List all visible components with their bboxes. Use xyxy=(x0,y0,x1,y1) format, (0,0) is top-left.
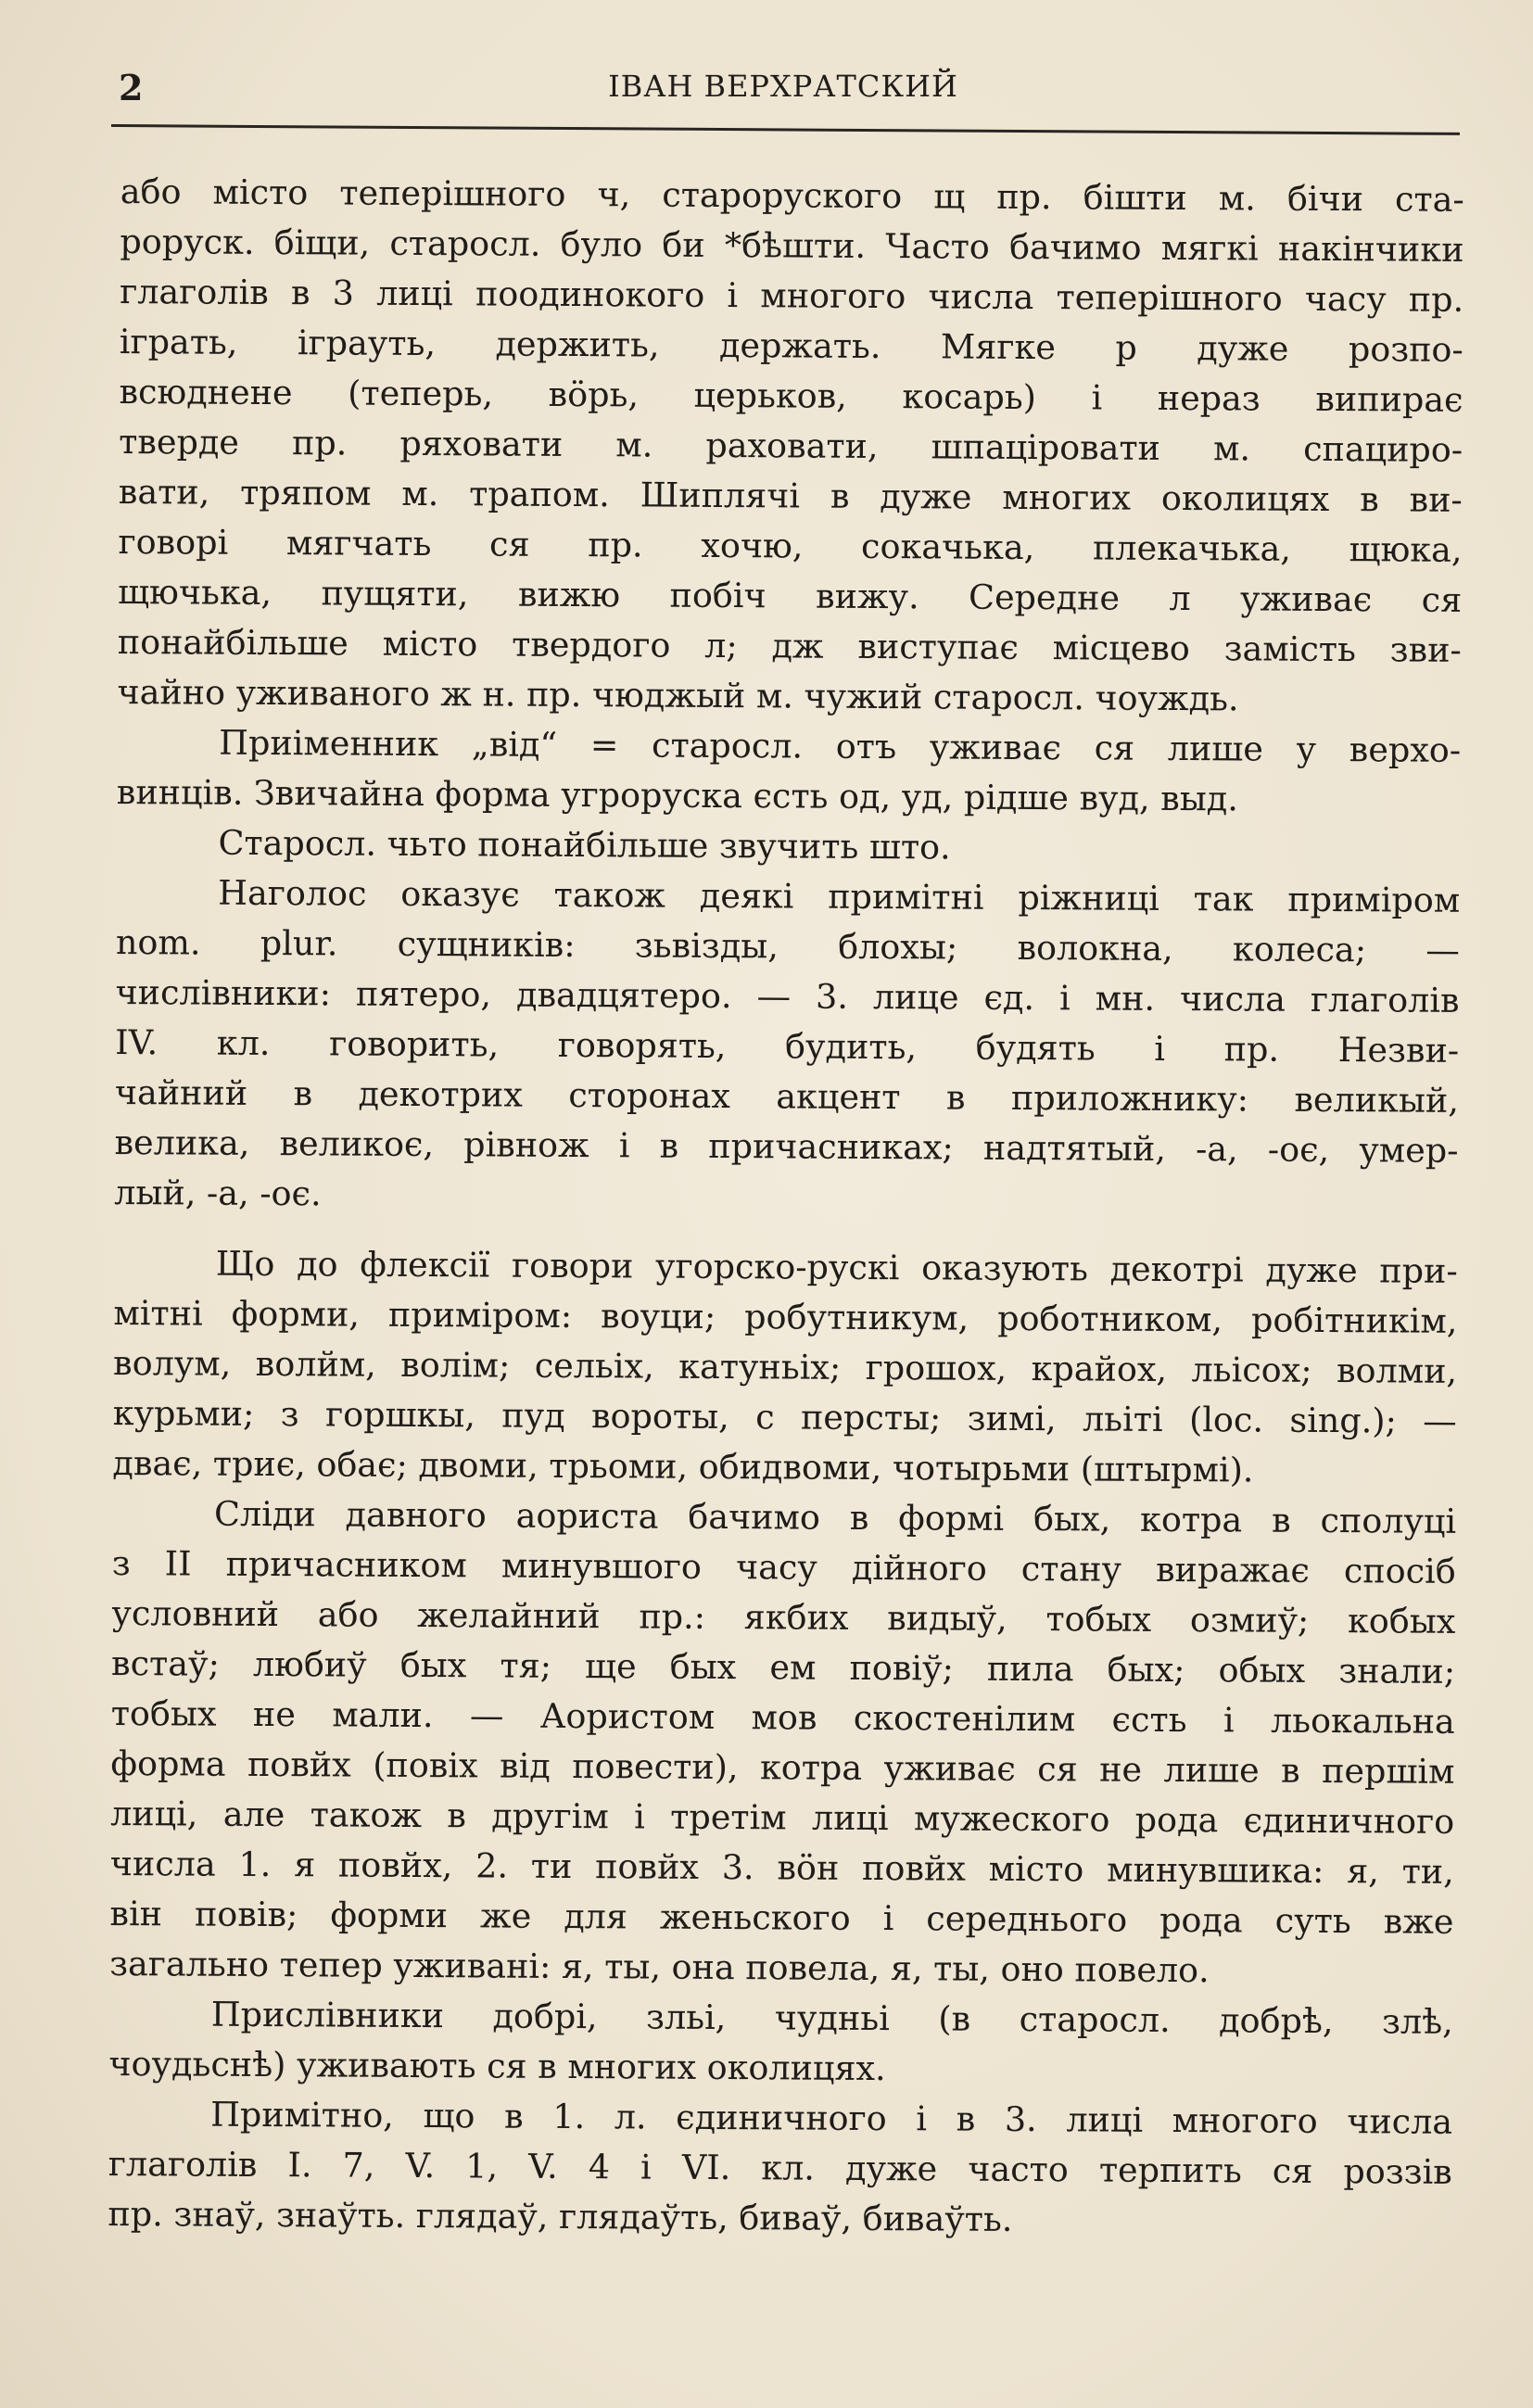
text-line: він повів; форми же для женьского і середнього рода суть вже xyxy=(109,1893,1454,1942)
page-number: 2 xyxy=(119,67,144,108)
paragraph xyxy=(108,2089,1452,2248)
text-line: загально тепер уживані: я, ты, она повела, я, ты, оно повело. xyxy=(109,1943,1210,1991)
text-line: з II причасником минувшого часу дійного стану виражає спосіб xyxy=(111,1542,1456,1591)
text-line: Сліди давного аориста бачимо в формі быx, котра в сполуці xyxy=(213,1493,1457,1541)
page-header xyxy=(111,67,1455,122)
text-line: Старосл. чьто понайбільше звучить што. xyxy=(218,822,951,868)
text-line: Примітно, що в 1. л. єдиничного і в 3. лиці многого числа xyxy=(210,2094,1453,2142)
text-line: мітні форми, приміром: воуци; робутникум, роботником, робітникім, xyxy=(113,1292,1458,1341)
text-line: глаголів в 3 лиці поодинокого і многого числа теперішного часу пр. xyxy=(120,271,1464,320)
text-line: чайно уживаного ж н. пр. чюджый м. чужий старосл. чоуждь. xyxy=(117,671,1239,719)
text-line: форма повйх (повіх від повести), котра уживає ся не лише в першім xyxy=(110,1743,1455,1792)
text-line: Прислівники добрі, зльі, чудньі (в старосл. добрѣ, злѣ, xyxy=(210,1994,1453,2042)
text-line: говорі мягчать ся пр. хочю, сокачька, плекачька, щюка, xyxy=(118,521,1463,570)
text-line: вати, тряпом м. трапом. Шиплячі в дуже многих околицях в ви- xyxy=(118,471,1463,520)
text-line: IV. кл. говорить, говорять, будить, будять і пр. Незви- xyxy=(115,1021,1460,1071)
paragraph xyxy=(109,1489,1456,1997)
running-head: ІВАН ВЕРХРАТСКИЙ xyxy=(608,69,958,104)
text-line: Приіменник „від“ = старосл. отъ уживає ся лише у верхо- xyxy=(219,722,1462,770)
text-line: чайний в декотрих сторонах акцент в приложнику: великый, xyxy=(114,1071,1460,1121)
text-line: щючька, пущяти, вижю побіч вижу. Середне л уживає ся xyxy=(118,571,1463,620)
text-line: іграть, іграуть, держить, держать. Мягке р дуже розпо- xyxy=(119,321,1463,370)
text-line: Наголос оказує також деякі примітні ріжниці так приміром xyxy=(218,872,1461,920)
text-line: або місто теперішного ч, староруского щ пр. бішти м. бічи ста- xyxy=(120,171,1464,220)
text-line: глаголів I. 7, V. 1, V. 4 і VI. кл. дуже часто терпить ся роззів xyxy=(108,2143,1452,2192)
text-line: винців. Звичайна форма угроруска єсть од, уд, рідше вуд, выд. xyxy=(116,771,1239,819)
text-line: числа 1. я повйх, 2. ти повйх 3. вöн повйх місто минувшика: я, ти, xyxy=(109,1843,1454,1892)
text-line: nom. plur. сущників: зьвізды, блохы; волокна, колеса; — xyxy=(115,921,1460,970)
text-line: всюднене (теперь, вöрь, церьков, косарь) і нераз випирає xyxy=(119,371,1463,420)
text-line: чоудьснѣ) уживають ся в многих околицях. xyxy=(108,2043,886,2089)
paragraph xyxy=(116,817,1460,876)
text-line: понайбільше місто твердого л; дж виступає місцево замість зви- xyxy=(117,621,1462,670)
header-rule xyxy=(111,124,1460,135)
body-text xyxy=(108,167,1464,2248)
text-line: волум, волйм, волім; сельіх, катуньіх; грошох, крайох, льісох; волми, xyxy=(112,1342,1458,1391)
text-line: условний або желайний пр.: якбих видыў, тобых озмиў; кобых xyxy=(111,1592,1456,1641)
text-line: встаў; любиў бых тя; ще бых ем повіў; пила бых; обых знали; xyxy=(111,1642,1456,1692)
text-line: велика, великоє, рівнож і в причасниках; надтятый, -а, -оє, умер- xyxy=(114,1122,1459,1171)
text-line: лый, -а, -оє. xyxy=(114,1172,322,1214)
text-line: пр. знаў, знаўть. глядаў, глядаўть, биваў, биваўть. xyxy=(108,2193,1013,2239)
paragraph xyxy=(117,167,1464,726)
text-line: тверде пр. ряховати м. раховати, шпаціровати м. спациро- xyxy=(119,421,1463,470)
text-line: курьми; з горшкы, пуд вороты, с персты; зимі, льіті (loc. sing.); — xyxy=(112,1392,1457,1441)
text-line: дває, триє, обає; двоми, трьоми, обидвоми, чотырьми (штырмі). xyxy=(112,1442,1254,1490)
text-line: лиці, але також в другім і третім лиці мужеского рода єдиничного xyxy=(110,1793,1455,1842)
text-line: тобых не мали. — Аористом мов скостенілим єсть і льокальна xyxy=(110,1692,1455,1742)
text-line: роруск. біщи, старосл. було би *бѣшти. Часто бачимо мягкі накінчики xyxy=(120,221,1464,270)
paragraph xyxy=(117,717,1462,826)
paragraph xyxy=(112,1238,1458,1497)
paragraph xyxy=(108,1989,1453,2097)
text-line: числівники: пятеро, двадцятеро. — 3. лице єд. і мн. числа глаголів xyxy=(115,971,1460,1020)
text-line: Що до флексії говори угорско-рускі оказують декотрі дуже при- xyxy=(215,1243,1458,1291)
paragraph xyxy=(114,868,1460,1226)
